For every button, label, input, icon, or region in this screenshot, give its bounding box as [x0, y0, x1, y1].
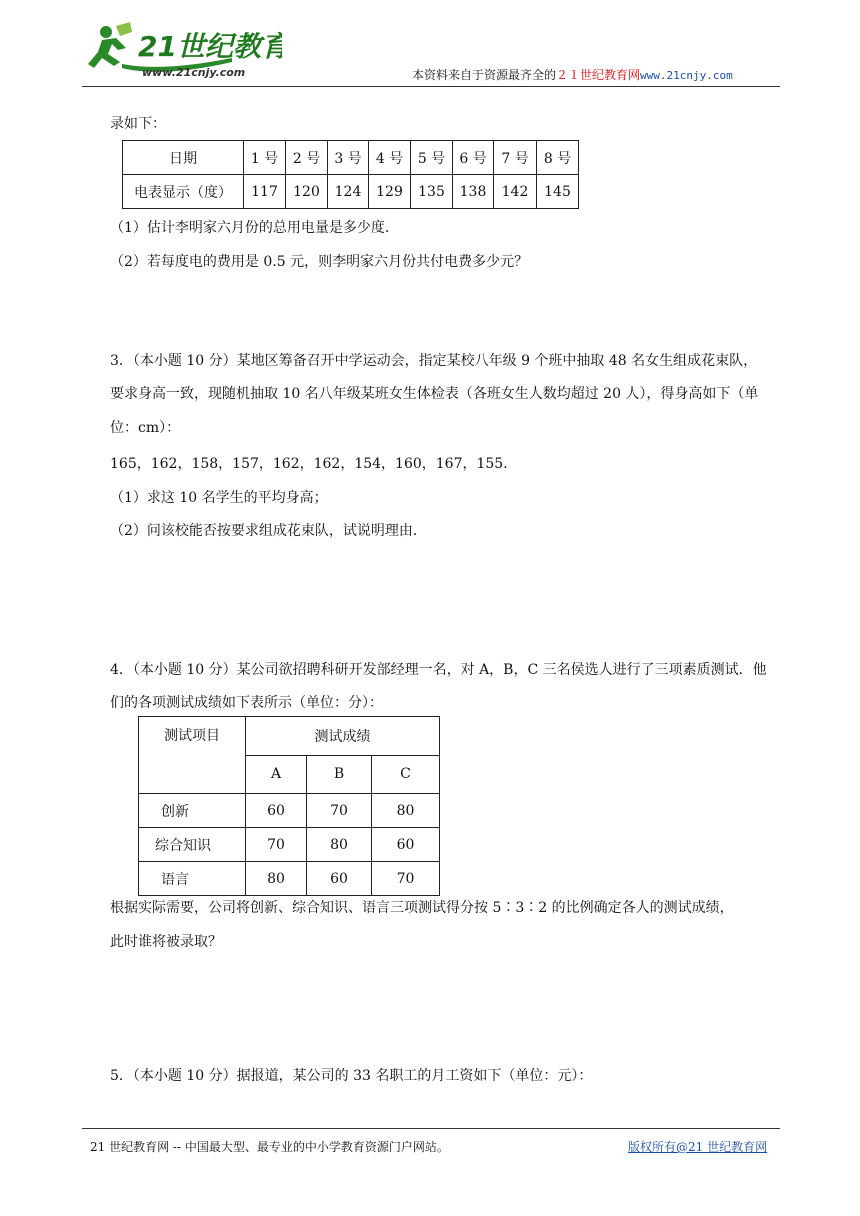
score-cell: 70	[246, 828, 307, 862]
runner-logo-icon	[82, 18, 282, 82]
footer-text: 21 世纪教育网 -- 中国最大型、最专业的中小学教育资源门户网站。	[90, 1140, 449, 1154]
date-cell: 6 号	[453, 141, 494, 175]
candidate-cell: B	[307, 755, 372, 794]
source-site-link[interactable]: ２１世纪教育网	[556, 68, 641, 82]
source-prefix: 本资料来自于资源最齐全的	[412, 68, 557, 82]
score-cell: 60	[307, 862, 372, 896]
value-cell: 135	[411, 175, 453, 209]
question-4-line-1: 4．（本小题 10 分）某公司欲招聘科研开发部经理一名，对 A，B，C 三名侯选人进行了三项素质测试．他	[110, 662, 767, 678]
question-2-part-1: （1）估计李明家六月份的总用电量是多少度．	[110, 220, 399, 236]
question-4-after-1: 根据实际需要，公司将创新、综合知识、语言三项测试得分按 5∶3∶2 的比例确定各人的测试成绩，	[110, 900, 734, 916]
electricity-table	[122, 140, 579, 209]
table-row	[139, 794, 440, 828]
value-cell: 138	[453, 175, 494, 209]
score-cell: 80	[246, 862, 307, 896]
question-3-line-3: 位：cm）：	[110, 420, 181, 436]
score-cell: 80	[372, 794, 440, 828]
date-cell: 2 号	[286, 141, 328, 175]
date-cell: 4 号	[369, 141, 411, 175]
row-label-cell: 创新	[139, 794, 246, 828]
question-4-line-2: 们的各项测试成绩如下表所示（单位：分）：	[110, 695, 383, 711]
row-label-cell: 综合知识	[139, 828, 246, 862]
table-row	[123, 175, 579, 209]
value-cell: 120	[286, 175, 328, 209]
header-source	[412, 66, 733, 83]
table-row	[139, 717, 440, 756]
value-cell: 142	[494, 175, 537, 209]
table-row	[139, 828, 440, 862]
score-cell: 60	[372, 828, 440, 862]
question-3-sub-2: （2）问该校能否按要求组成花束队，试说明理由．	[110, 523, 427, 539]
date-cell: 3 号	[328, 141, 369, 175]
value-cell: 117	[244, 175, 286, 209]
question-3-sub-1: （1）求这 10 名学生的平均身高；	[110, 490, 328, 506]
header-rule	[82, 86, 780, 87]
row-label-cell: 电表显示（度）	[123, 175, 244, 209]
logo-text: 21世纪教育	[138, 30, 282, 63]
score-cell: 80	[307, 828, 372, 862]
value-cell: 129	[369, 175, 411, 209]
logo-url: www.21cnjy.com	[142, 66, 246, 79]
copyright-link[interactable]: 版权所有@21 世纪教育网	[628, 1140, 768, 1154]
candidate-cell: C	[372, 755, 440, 794]
score-header-cell: 测试成绩	[246, 717, 440, 756]
question-5-line: 5．（本小题 10 分）据报道，某公司的 33 名职工的月工资如下（单位：元）：	[110, 1068, 593, 1084]
table-row	[123, 141, 579, 175]
question-4-after-2: 此时谁将被录取？	[110, 934, 222, 950]
row-label-cell: 语言	[139, 862, 246, 896]
date-cell: 5 号	[411, 141, 453, 175]
date-cell: 8 号	[537, 141, 579, 175]
intro-text: 录如下：	[110, 116, 166, 132]
date-cell: 7 号	[494, 141, 537, 175]
question-3-line-1: 3．（本小题 10 分）某地区筹备召开中学运动会，指定某校八年级 9 个班中抽取 48 名女生组成花束队，	[110, 353, 758, 369]
value-cell: 124	[328, 175, 369, 209]
score-cell: 70	[307, 794, 372, 828]
item-header-cell: 测试项目	[139, 717, 246, 794]
table-row	[139, 862, 440, 896]
score-cell: 60	[246, 794, 307, 828]
table-header-cell: 日期	[123, 141, 244, 175]
question-3-line-2: 要求身高一致，现随机抽取 10 名八年级某班女生体检表（各班女生人数均超过 20 人），得身高如下（单	[110, 386, 759, 402]
value-cell: 145	[537, 175, 579, 209]
score-cell: 70	[372, 862, 440, 896]
footer-rule	[82, 1128, 780, 1129]
test-score-table	[138, 716, 440, 896]
date-cell: 1 号	[244, 141, 286, 175]
question-2-part-2: （2）若每度电的费用是 0.5 元，则李明家六月份共付电费多少元？	[110, 254, 529, 270]
candidate-cell: A	[246, 755, 307, 794]
logo	[82, 18, 282, 82]
question-3-data: 165，162，158，157，162，162，154，160，167，155．	[110, 456, 518, 472]
source-url-link[interactable]: www.21cnjy.com	[640, 69, 733, 82]
